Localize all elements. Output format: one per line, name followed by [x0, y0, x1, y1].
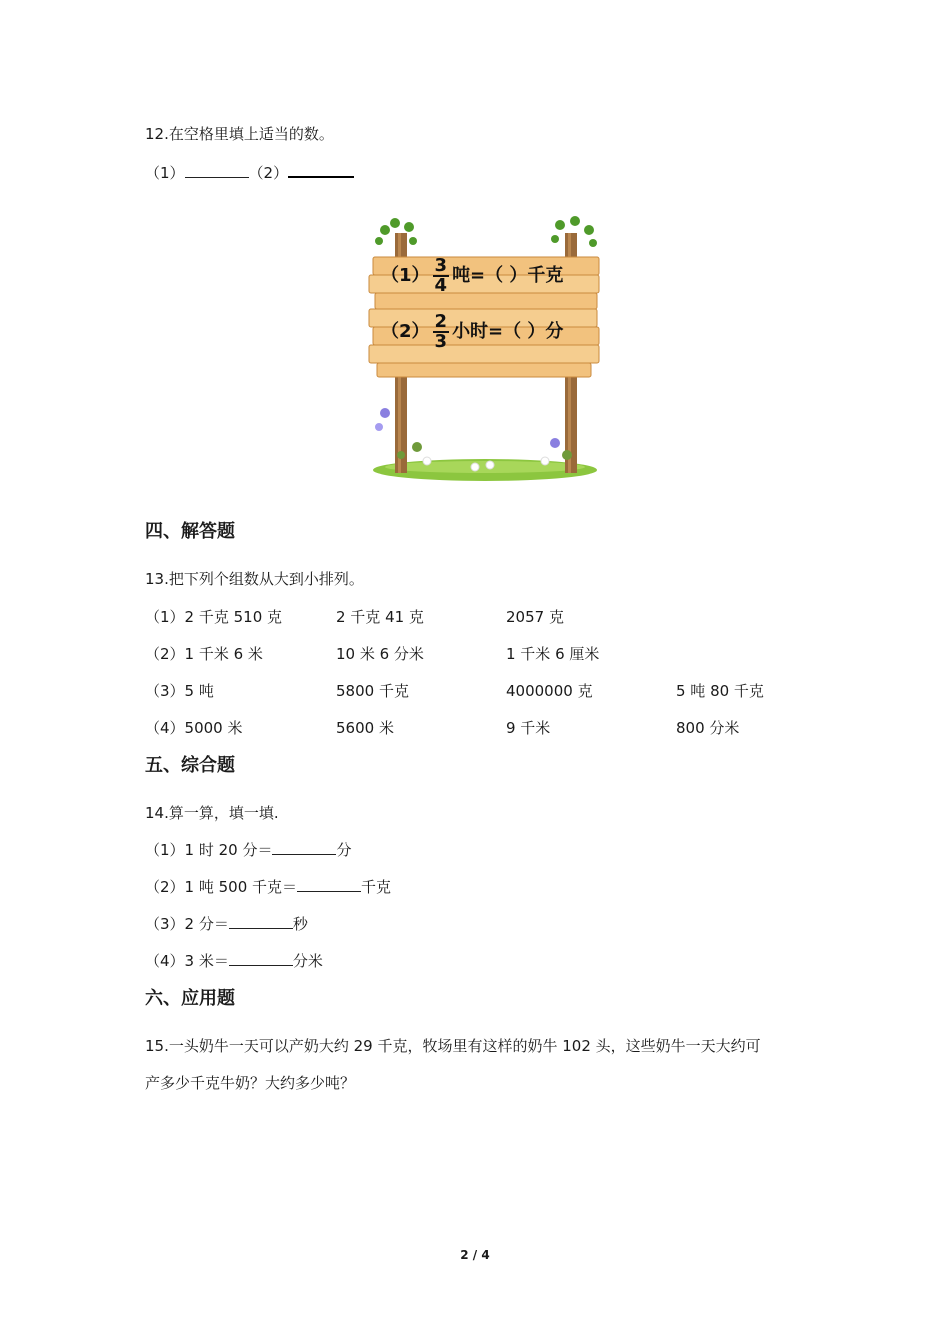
q12-blanks [145, 162, 354, 183]
q13-r2-c1: （2）1 千米 6 米 [145, 645, 263, 663]
q15-line-2: 产多少千克牛奶？大约多少吨？ [145, 1074, 356, 1092]
q13-r3-c2: 5800 千克 [336, 682, 409, 700]
sign-row-2-numerator: 2 [434, 311, 448, 332]
q13-r4-c1: （4）5000 米 [145, 719, 243, 737]
q12-part1-label: （1） [145, 164, 185, 182]
sign-row-2 [381, 313, 563, 351]
q13-r2-c2: 10 米 6 分米 [336, 645, 424, 663]
q13-r3-c3: 4000000 克 [506, 682, 593, 700]
sign-row-1-suffix: 吨=（ ）千克 [452, 265, 564, 286]
q14-item-3 [145, 914, 308, 934]
section-5-heading: 五、综合题 [145, 755, 235, 776]
sign-row-1-numerator: 3 [434, 255, 448, 276]
q12-part2-label: （2） [248, 164, 289, 182]
q14-title: 14.算一算，填一填. [145, 804, 279, 822]
q14-item-2-blank[interactable] [297, 877, 361, 892]
wooden-sign-illustration [365, 215, 605, 483]
q12-title: 12.在空格里填上适当的数。 [145, 125, 334, 143]
q14-item-1-prefix: （1）1 时 20 分＝ [145, 841, 273, 859]
sign-row-1-denominator: 4 [434, 275, 448, 296]
q13-r4-c2: 5600 米 [336, 719, 394, 737]
q15-line-1: 15.一头奶牛一天可以产奶大约 29 千克，牧场里有这样的奶牛 102 头，这些奶牛一天大约可 [145, 1037, 761, 1055]
q13-r2-c3: 1 千米 6 厘米 [506, 645, 600, 663]
section-6-heading: 六、应用题 [145, 988, 235, 1009]
q14-item-2 [145, 877, 391, 897]
q14-item-3-suffix: 秒 [292, 915, 308, 933]
q14-item-3-prefix: （3）2 分＝ [145, 915, 229, 933]
q13-r3-c1: （3）5 吨 [145, 682, 214, 700]
q13-r1-c3: 2057 克 [506, 608, 564, 626]
sign-row-1-fraction [433, 257, 450, 295]
q13-r4-c3: 9 千米 [506, 719, 551, 737]
q14-item-3-blank[interactable] [229, 914, 293, 929]
q14-item-4-prefix: （4）3 米＝ [145, 952, 229, 970]
sign-row-2-fraction [433, 313, 450, 351]
q12-blank-1[interactable] [185, 163, 249, 178]
q14-item-2-prefix: （2）1 吨 500 千克＝ [145, 878, 298, 896]
sign-row-2-suffix: 小时=（ ）分 [452, 321, 564, 342]
top-leaves [375, 216, 597, 247]
q14-item-4-suffix: 分米 [292, 952, 323, 970]
q13-r1-c2: 2 千克 41 克 [336, 608, 424, 626]
section-4-heading: 四、解答题 [145, 521, 235, 542]
q13-r4-c4: 800 分米 [676, 719, 740, 737]
q13-r1-c1: （1）2 千克 510 克 [145, 608, 283, 626]
sign-row-1-prefix: （1） [381, 265, 430, 286]
q13-r3-c4: 5 吨 80 千克 [676, 682, 764, 700]
q14-item-4-blank[interactable] [229, 951, 293, 966]
q14-item-1-blank[interactable] [272, 840, 336, 855]
sign-row-2-denominator: 3 [434, 331, 448, 352]
sign-row-2-prefix: （2） [381, 321, 430, 342]
q12-blank-2[interactable] [288, 162, 354, 178]
q14-item-1 [145, 840, 352, 860]
q14-item-2-suffix: 千克 [361, 878, 392, 896]
sign-row-1 [381, 257, 563, 295]
q14-item-4 [145, 951, 323, 971]
page-number: 2 / 4 [460, 1248, 490, 1262]
q13-title: 13.把下列个组数从大到小排列。 [145, 570, 364, 588]
q14-item-1-suffix: 分 [336, 841, 352, 859]
